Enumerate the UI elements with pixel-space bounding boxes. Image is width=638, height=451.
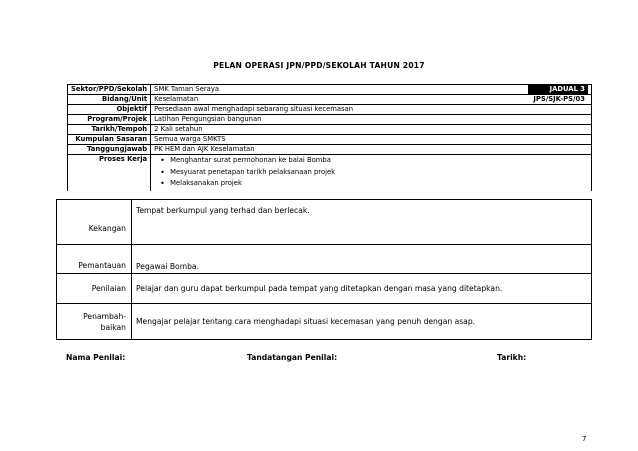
kumpulan-sasaran-value: Semua warga SMKTS	[151, 135, 592, 145]
tandatangan-penilai-label: Tandatangan Penilai:	[247, 353, 338, 362]
penambahbaikan-label	[57, 304, 132, 340]
sektor-value-text: SMK Taman Seraya	[154, 85, 220, 93]
penilaian-label: Penilaian	[57, 274, 132, 304]
tarikh-tempoh-label: Tarikh/Tempoh	[68, 125, 151, 135]
bidang-value	[151, 95, 592, 105]
proses-kerja-label: Proses Kerja	[68, 155, 151, 192]
list-item	[154, 155, 588, 167]
sektor-value	[151, 85, 592, 95]
pemantauan-label: Pemantauan	[57, 245, 132, 274]
info-table	[67, 84, 592, 191]
list-item-text: Menghantar surat permohonan ke balai Bomba	[170, 156, 331, 164]
kekangan-label: Kekangan	[57, 200, 132, 245]
proses-kerja-value	[151, 155, 592, 192]
tarikh-label: Tarikh:	[497, 353, 527, 362]
bullet-icon: •	[160, 179, 165, 188]
bullet-icon: •	[160, 167, 165, 177]
nama-penilai-label: Nama Penilai:	[66, 353, 126, 362]
list-item-text: Mesyuarat penetapan tarikh pelaksanaan projek	[170, 167, 336, 176]
list-item	[154, 167, 588, 179]
list-item	[154, 178, 588, 190]
list-item-text: Melaksanakan projek	[170, 179, 242, 187]
bullet-icon: •	[160, 156, 165, 165]
document-code: JPS/SJK-PS/03	[533, 95, 585, 103]
pemantauan-value: Pegawai Bomba.	[132, 245, 592, 274]
penambahbaikan-label-line2: baikan	[100, 322, 126, 332]
penilaian-value: Pelajar dan guru dapat berkumpul pada tempat yang ditetapkan dengan masa yang ditetapkan.	[132, 274, 592, 304]
objektif-label: Objektif	[68, 105, 151, 115]
kekangan-value: Tempat berkumpul yang terhad dan berlecak.	[132, 200, 592, 245]
penambahbaikan-label-line1: Penambah-	[83, 311, 126, 321]
bidang-label: Bidang/Unit	[68, 95, 151, 105]
penambahbaikan-value: Mengajar pelajar tentang cara menghadapi situasi kecemasan yang penuh dengan asap.	[132, 304, 592, 340]
tanggungjawab-value: PK HEM dan AJK Keselamatan	[151, 145, 592, 155]
proses-kerja-list	[154, 155, 588, 190]
tarikh-tempoh-value: 2 Kali setahun	[151, 125, 592, 135]
program-value: Latihan Pengungsian bangunan	[151, 115, 592, 125]
document-title: PELAN OPERASI JPN/PPD/SEKOLAH TAHUN 2017	[213, 61, 425, 70]
program-label: Program/Projek	[68, 115, 151, 125]
kumpulan-sasaran-label: Kumpulan Sasaran	[68, 135, 151, 145]
objektif-value: Persediaan awal menghadapi sebarang situasi kecemasan	[151, 105, 592, 115]
bidang-value-text: Keselamatan	[154, 95, 199, 103]
page-number: 7	[582, 435, 587, 443]
jadual-badge: JADUAL 3	[528, 85, 588, 94]
sektor-label: Sektor/PPD/Sekolah	[68, 85, 151, 95]
tanggungjawab-label: Tanggungjawab	[68, 145, 151, 155]
evaluation-table	[56, 199, 592, 340]
